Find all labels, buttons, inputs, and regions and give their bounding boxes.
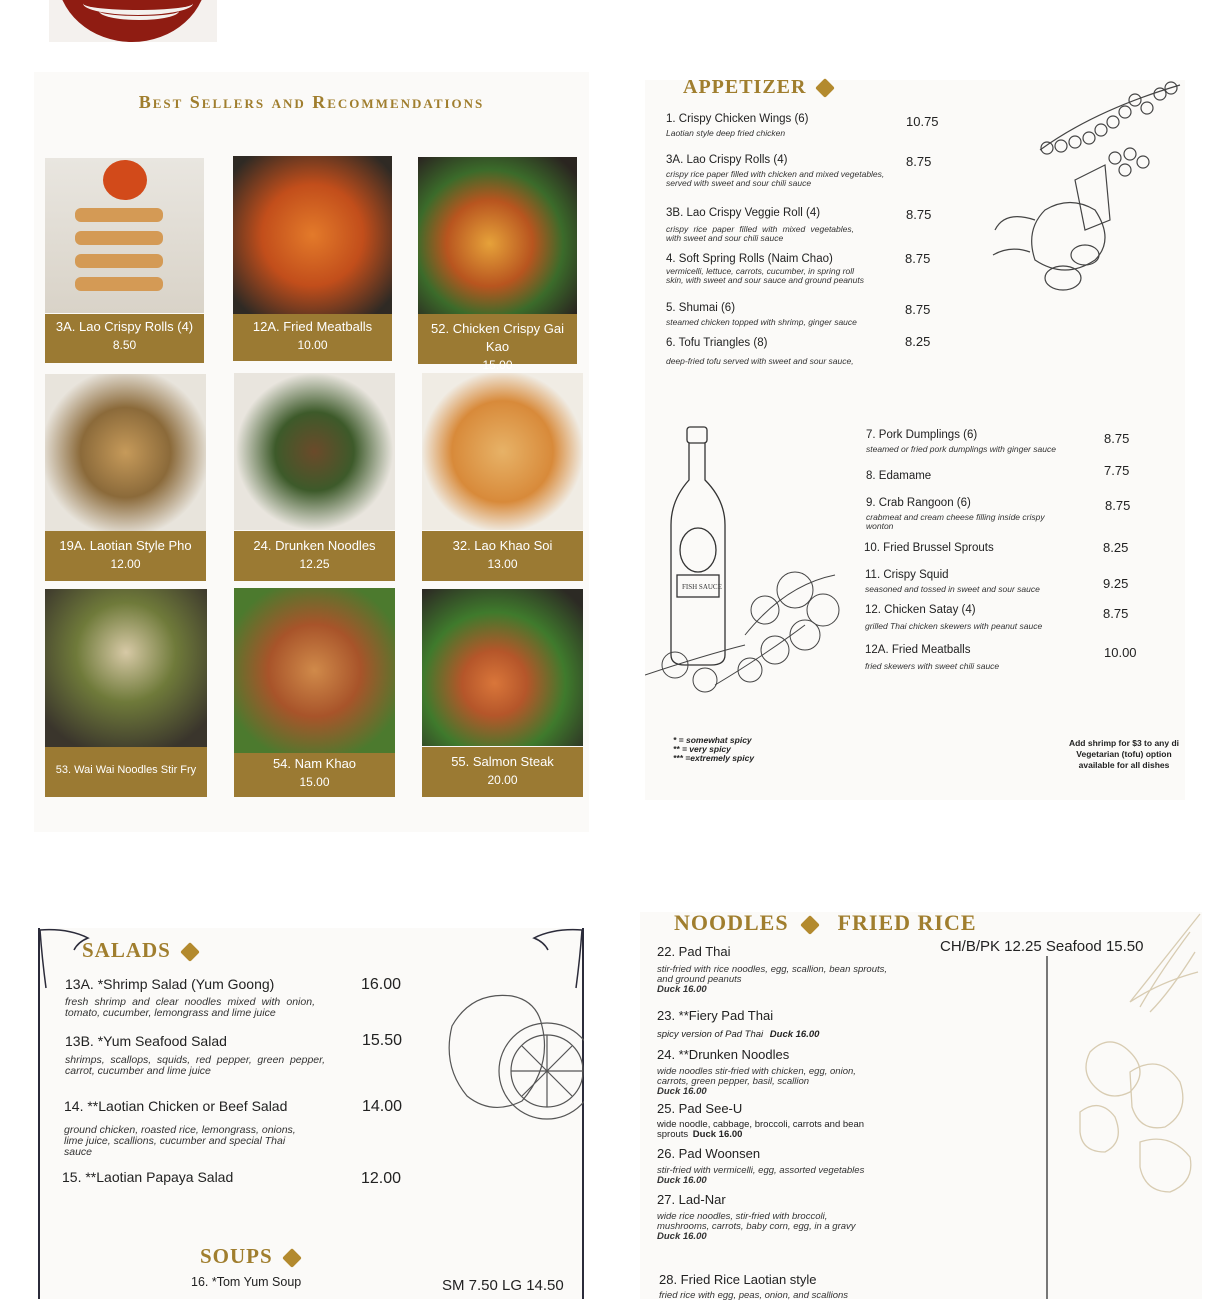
- item-price: 10.00: [297, 338, 328, 352]
- food-photo: [234, 373, 395, 530]
- food-photo: [422, 589, 583, 746]
- item-price: 8.75: [905, 251, 931, 266]
- item-price: 7.75: [1104, 463, 1130, 478]
- menu-item: 13B. *Yum Seafood Salad shrimps, scallops, squids, red pepper, green pepper, carrot, cucumber and lime juice: [65, 1033, 325, 1077]
- menu-item: 28. Fried Rice Laotian style fried rice with egg, peas, onion, and scallions: [659, 1272, 849, 1301]
- ornament-icon: [816, 79, 836, 99]
- item-name: 19A. Laotian Style Pho: [59, 538, 192, 553]
- spice-legend: * = somewhat spicy ** = very spicy *** =extremely spicy: [673, 735, 755, 763]
- best-sellers-title: Best Sellers and Recommendations: [138, 92, 485, 112]
- menu-item: 4. Soft Spring Rolls (Naim Chao) vermicelli, lettuce, carrots, cucumber, in spring roll skin, with sweet and sour sauce and ground peanuts: [666, 253, 864, 285]
- tile-caption: [234, 753, 395, 797]
- item-price: 15.00: [482, 358, 513, 372]
- tile-caption: [422, 747, 583, 797]
- item-price: 12.00: [110, 557, 141, 571]
- item-price: 8.75: [906, 207, 932, 222]
- tile-caption: [45, 314, 204, 363]
- item-name: 53. Wai Wai Noodles Stir Fry: [55, 764, 197, 776]
- menu-item: 27. Lad-Nar wide rice noodles, stir-fried with broccoli, mushrooms, carrots, baby corn, egg, in a gravy Duck 16.00: [657, 1192, 856, 1242]
- item-price: 10.75: [906, 114, 939, 129]
- lemon-illustration: [442, 986, 584, 1146]
- item-name: 55. Salmon Steak: [451, 754, 554, 769]
- item-price: 10.00: [1104, 645, 1137, 660]
- soups-title: SOUPS: [200, 1244, 299, 1269]
- menu-tile[interactable]: [45, 158, 204, 363]
- food-photo: [234, 588, 395, 753]
- appetizer-title: APPETIZER: [683, 76, 832, 99]
- tile-caption: [422, 531, 583, 581]
- item-price: 13.00: [487, 557, 518, 571]
- price-header: CH/B/PK 12.25 Seafood 15.50: [940, 938, 1144, 955]
- menu-tile[interactable]: [45, 589, 207, 797]
- item-name: 24. Drunken Noodles: [253, 538, 376, 553]
- menu-item: 26. Pad Woonsen stir-fried with vermicelli, egg, assorted vegetables Duck 16.00: [657, 1146, 865, 1186]
- menu-item: 13A. *Shrimp Salad (Yum Goong) fresh shrimp and clear noodles mixed with onion, tomato, cucumber, lemongrass and lime juice: [65, 976, 315, 1019]
- noodles-title: NOODLES FRIED RICE: [674, 910, 977, 935]
- food-photo: [422, 373, 583, 530]
- fish-sauce-illustration: [645, 425, 855, 705]
- item-price: 8.75: [1105, 498, 1131, 513]
- bottle-label: FISH SAUCE: [682, 583, 722, 591]
- divider: [1046, 956, 1048, 1299]
- menu-item: 8. Edamame: [866, 470, 932, 482]
- menu-item: 24. **Drunken Noodles wide noodles stir-fried with chicken, egg, onion, carrots, green pepper, basil, scallion Duck 16.00: [657, 1047, 856, 1097]
- menu-tile[interactable]: [233, 156, 392, 361]
- menu-item: 25. Pad See-U wide noodle, cabbage, broccoli, carrots and bean sprouts Duck 16.00: [657, 1101, 865, 1140]
- food-photo: [45, 589, 207, 747]
- noodle-illustration: [1070, 912, 1202, 1202]
- item-name: 3A. Lao Crispy Rolls (4): [55, 319, 194, 334]
- menu-item: 5. Shumai (6) steamed chicken topped with shrimp, ginger sauce: [666, 302, 857, 327]
- food-photo: [418, 157, 577, 314]
- menu-item: 23. **Fiery Pad Thai spicy version of Pad Thai Duck 16.00: [657, 1008, 820, 1040]
- menu-tile[interactable]: [234, 588, 395, 797]
- item-name: 52. Chicken Crispy Gai Kao: [431, 321, 564, 354]
- ornament-icon: [180, 942, 200, 962]
- menu-item: 14. **Laotian Chicken or Beef Salad ground chicken, roasted rice, lemongrass, onions, lime juice, scallions, cucumber and special Thai sauce: [64, 1098, 296, 1158]
- item-name: 54. Nam Khao: [272, 756, 357, 771]
- tile-caption: [45, 747, 207, 797]
- menu-tile[interactable]: [422, 589, 583, 797]
- item-name: 12A. Fried Meatballs: [252, 319, 373, 334]
- menu-tile[interactable]: [45, 374, 206, 581]
- item-price: 12.25: [299, 557, 330, 571]
- item-price: 15.50: [362, 1032, 403, 1049]
- menu-item: 6. Tofu Triangles (8) deep-fried tofu served with sweet and sour sauce,: [666, 337, 854, 366]
- noodles-page: [640, 912, 1202, 1299]
- menu-tile[interactable]: [418, 157, 577, 372]
- menu-tile[interactable]: [422, 373, 583, 581]
- menu-item: 3A. Lao Crispy Rolls (4) crispy rice paper filled with chicken and mixed vegetables, served with sweet and sour chili sauce: [666, 154, 885, 188]
- tile-caption: [233, 314, 392, 361]
- menu-item: 11. Crispy Squid seasoned and tossed in sweet and sour sauce: [865, 569, 1040, 594]
- menu-item: 3B. Lao Crispy Veggie Roll (4) crispy rice paper filled with mixed vegetables, with sweet and sour chili sauce: [666, 207, 854, 243]
- salads-title: SALADS: [82, 938, 197, 963]
- menu-item: 1. Crispy Chicken Wings (6) Laotian style deep fried chicken: [666, 113, 809, 138]
- salads-soups-page: [38, 928, 584, 1299]
- best-sellers-page: [34, 72, 589, 832]
- menu-item: 15. **Laotian Papaya Salad: [62, 1169, 234, 1185]
- food-photo: [233, 156, 392, 314]
- ornament-icon: [800, 915, 820, 935]
- food-photo: [45, 158, 204, 313]
- item-price: 16.00: [361, 976, 402, 993]
- food-photo: [45, 374, 206, 531]
- tile-caption: [234, 531, 395, 581]
- item-price: 12.00: [361, 1170, 402, 1187]
- item-price: SM 7.50 LG 14.50: [442, 1277, 564, 1294]
- item-price: 8.25: [905, 334, 931, 349]
- menu-item: 16. *Tom Yum Soup: [191, 1275, 302, 1289]
- menu-item: 7. Pork Dumplings (6) steamed or fried pork dumplings with ginger sauce: [866, 429, 1056, 454]
- menu-item: 12A. Fried Meatballs fried skewers with sweet chili sauce: [865, 644, 1000, 671]
- item-price: 8.75: [1103, 606, 1129, 621]
- add-ons-note: Add shrimp for $3 to any di Vegetarian (tofu) option available for all dishes: [1068, 738, 1180, 770]
- item-price: 8.50: [112, 338, 137, 352]
- tile-caption: [45, 531, 206, 581]
- ornament-icon: [282, 1248, 302, 1268]
- menu-tile[interactable]: [234, 373, 395, 581]
- menu-item: 12. Chicken Satay (4) grilled Thai chicken skewers with peanut sauce: [865, 604, 1043, 631]
- item-price: 14.00: [362, 1098, 403, 1115]
- item-price: 8.75: [905, 302, 931, 317]
- item-price: 8.75: [906, 154, 932, 169]
- item-name: 32. Lao Khao Soi: [452, 538, 553, 553]
- item-price: 9.25: [1103, 576, 1129, 591]
- item-price: 15.00: [299, 775, 330, 789]
- menu-item: 22. Pad Thai stir-fried with rice noodles, egg, scallion, bean sprouts, and ground peanuts Duck 16.00: [657, 944, 887, 995]
- tile-caption: [418, 314, 577, 372]
- menu-item: 10. Fried Brussel Sprouts: [864, 542, 994, 554]
- item-price: 20.00: [487, 773, 518, 787]
- item-price: 8.75: [1104, 431, 1130, 446]
- appetizer-page: [645, 76, 1185, 800]
- galangal-illustration: [985, 80, 1185, 300]
- item-price: 8.25: [1103, 540, 1129, 555]
- restaurant-logo: [49, 0, 217, 42]
- menu-item: 9. Crab Rangoon (6) crabmeat and cream cheese filling inside crispy wonton: [866, 497, 1045, 531]
